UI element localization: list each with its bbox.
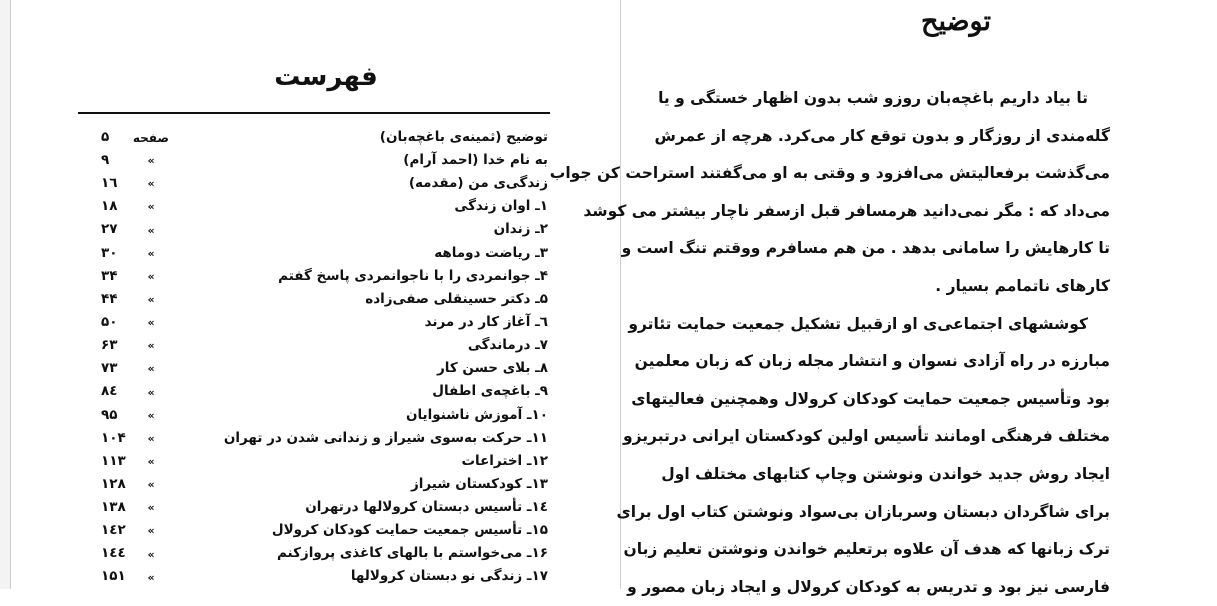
text-line: می‌داد که : مگر نمی‌دانید هرمسافر قبل ازسفر ناچار بیشتر می کوشد [583,201,1110,220]
toc-entry-title: ۱۵ـ تأسیس جمعیت حمایت کودکان کرولال [271,522,548,539]
text-line: بود وتأسیس جمعیت حمایت کودکان کرولال وهمچنین فعالیتهای [631,389,1110,408]
toc-entry[interactable] [101,404,548,427]
toc-page-marker: » [147,362,155,376]
toc-page-number: ۱۵۱ [101,568,126,585]
text-line: کوششهای اجتماعی‌ی او ازقبیل تشکیل جمعیت حمایت تئاترو [628,314,1088,333]
toc-entry[interactable] [101,311,548,334]
text-line: ترک زبانها که هدف آن علاوه برتعلیم خواندن ونوشتن تعلیم زبان [623,540,1110,559]
toc-entry-title: زندگی‌ی من (مقدمه) [408,175,548,192]
toc-entry[interactable] [101,334,548,357]
toc-page-marker: » [147,385,155,399]
toc-entry[interactable] [101,219,548,242]
text-line: می‌گذشت برفعالیتش می‌افزود و وقتی به او می‌گفتند استراحت کن جواب [549,164,1110,183]
explanation-page [549,0,1217,596]
toc-page-marker: » [147,177,155,191]
toc-page-marker: » [147,478,155,492]
toc-page-number: ۳۴ [101,267,118,284]
toc-page-number: ۴۴ [101,290,118,307]
toc-list [101,126,548,589]
toc-page-number: ۵۰ [101,313,118,330]
toc-page-number: ۸٤ [101,383,118,400]
toc-page-marker: » [147,501,155,515]
toc-page-marker: » [147,293,155,307]
toc-entry[interactable] [101,496,548,519]
toc-entry[interactable] [101,566,548,589]
toc-entry-title: ۳ـ ریاضت دوماهه [434,244,548,261]
toc-entry-title: ۷ـ درماندگی [467,337,548,354]
toc-entry[interactable] [101,381,548,404]
toc-entry[interactable] [101,519,548,542]
toc-page-number: ۵ [101,128,110,145]
toc-page-number: ۲۷ [101,221,118,238]
toc-page-number: ۷۳ [101,360,118,377]
toc-page-marker: » [147,547,155,561]
toc-page-number: ۱٤۲ [101,522,126,539]
toc-entry-title: ۱۰ـ آموزش ناشنوایان [405,406,548,423]
toc-page-number: ۱۲۸ [101,475,126,492]
toc-page-number: ۶۳ [101,337,118,354]
viewer-gutter [0,0,11,589]
toc-entry-title: توضیح (ثمینه‌ی باغچه‌بان) [379,128,548,145]
toc-entry[interactable] [101,357,548,380]
toc-entry-title: ۱٤ـ تأسیس دبستان کرولالها درتهران [305,499,548,516]
toc-entry-title: ٦ـ آغاز کار در مرند [424,313,548,330]
toc-page-marker: صفحه [132,130,169,145]
toc-entry-title: ۸ـ بلای حسن کار [437,360,548,377]
text-line: گله‌مندی از روزگار و بدون توقع کار می‌کرد. هرچه از عمرش [654,126,1110,145]
toc-page-marker: » [147,408,155,422]
toc-page-marker: » [147,431,155,445]
toc-entry-title: ۱۱ـ حرکت به‌سوی شیراز و زندانی شدن در تهران [223,429,548,446]
toc-page-marker: » [147,455,155,469]
toc-page-number: ۱۰۴ [101,429,126,446]
toc-entry[interactable] [101,242,548,265]
toc-page-marker: » [147,316,155,330]
toc-entry-title: ۱ـ اوان زندگی [454,198,548,215]
toc-page-number: ۱٦ [101,175,118,192]
toc-page [11,0,621,589]
toc-entry-title: ۲ـ زندان [493,221,548,238]
toc-entry-title: ۱۷ـ زندگی نو دبستان کرولالها [350,568,548,585]
toc-page-marker: » [147,570,155,584]
text-line: تا بیاد داریم باغچه‌بان روزو شب بدون اظهار خستگی و یا [658,89,1088,107]
toc-entry-title: ۴ـ جوانمردی را با ناجوانمردی پاسخ گفتم [278,267,548,284]
toc-page-number: ۹ [101,151,110,168]
toc-entry[interactable] [101,126,548,149]
text-line: برای شاگردان دبستان وسربازان بی‌سواد ونوشتن کتاب اول برای [616,502,1110,521]
toc-page-number: ۹۵ [101,406,118,423]
toc-page-number: ۱۱۳ [101,452,126,469]
toc-entry-title: ۹ـ باغچه‌ی اطفال [432,383,548,400]
text-line: مبارزه در راه آزادی نسوان و انتشار مجله زبان که زبان معلمین [634,352,1110,371]
toc-title: فهرست [274,62,378,92]
body-text [549,80,1110,606]
text-line: فارسی نیز بود و تدریس به کودکان کرولال و ایجاد زبان مصور و [627,577,1110,596]
toc-entry[interactable] [101,288,548,311]
toc-entry-title: ۵ـ دکتر حسینقلی صفی‌زاده [365,290,548,307]
toc-entry[interactable] [101,543,548,566]
toc-entry[interactable] [101,450,548,473]
toc-page-marker: » [147,154,155,168]
text-line: ایجاد روش جدید خواندن ونوشتن وچاپ کتابهای مختلف اول [661,464,1110,483]
toc-entry-title: ۱۲ـ اختراعات [461,452,548,469]
text-line: تا کارهایش را سامانی بدهد . من هم مسافرم ووقتم تنگ است و [621,239,1110,258]
toc-entry[interactable] [101,265,548,288]
text-line: مختلف فرهنگی اومانند تأسیس اولین کودکستان ایرانی درتبریزو [622,427,1110,446]
toc-entry[interactable] [101,427,548,450]
toc-entry[interactable] [101,473,548,496]
toc-page-number: ۳۰ [101,244,118,261]
toc-page-marker: » [147,200,155,214]
toc-entry-title: ۱۶ـ می‌خواستم با بالهای کاغذی پروازکنم [276,545,548,562]
toc-page-marker: » [147,269,155,283]
toc-page-number: ۱۸ [101,198,118,215]
toc-page-number: ۱٤٤ [101,545,126,562]
toc-entry[interactable] [101,149,548,172]
page-title: توضیح [921,6,991,37]
toc-entry[interactable] [101,195,548,218]
toc-entry-title: ۱۳ـ کودکستان شیراز [410,475,548,492]
toc-entry-title: به نام خدا (احمد آرام) [403,151,548,168]
toc-page-marker: » [147,246,155,260]
text-line: کارهای ناتمامم بسیار . [935,276,1110,295]
toc-entry[interactable] [101,172,548,195]
toc-page-number: ۱۳۸ [101,499,126,516]
toc-divider [78,112,550,114]
toc-page-marker: » [147,223,155,237]
toc-page-marker: » [147,339,155,353]
toc-page-marker: » [147,524,155,538]
